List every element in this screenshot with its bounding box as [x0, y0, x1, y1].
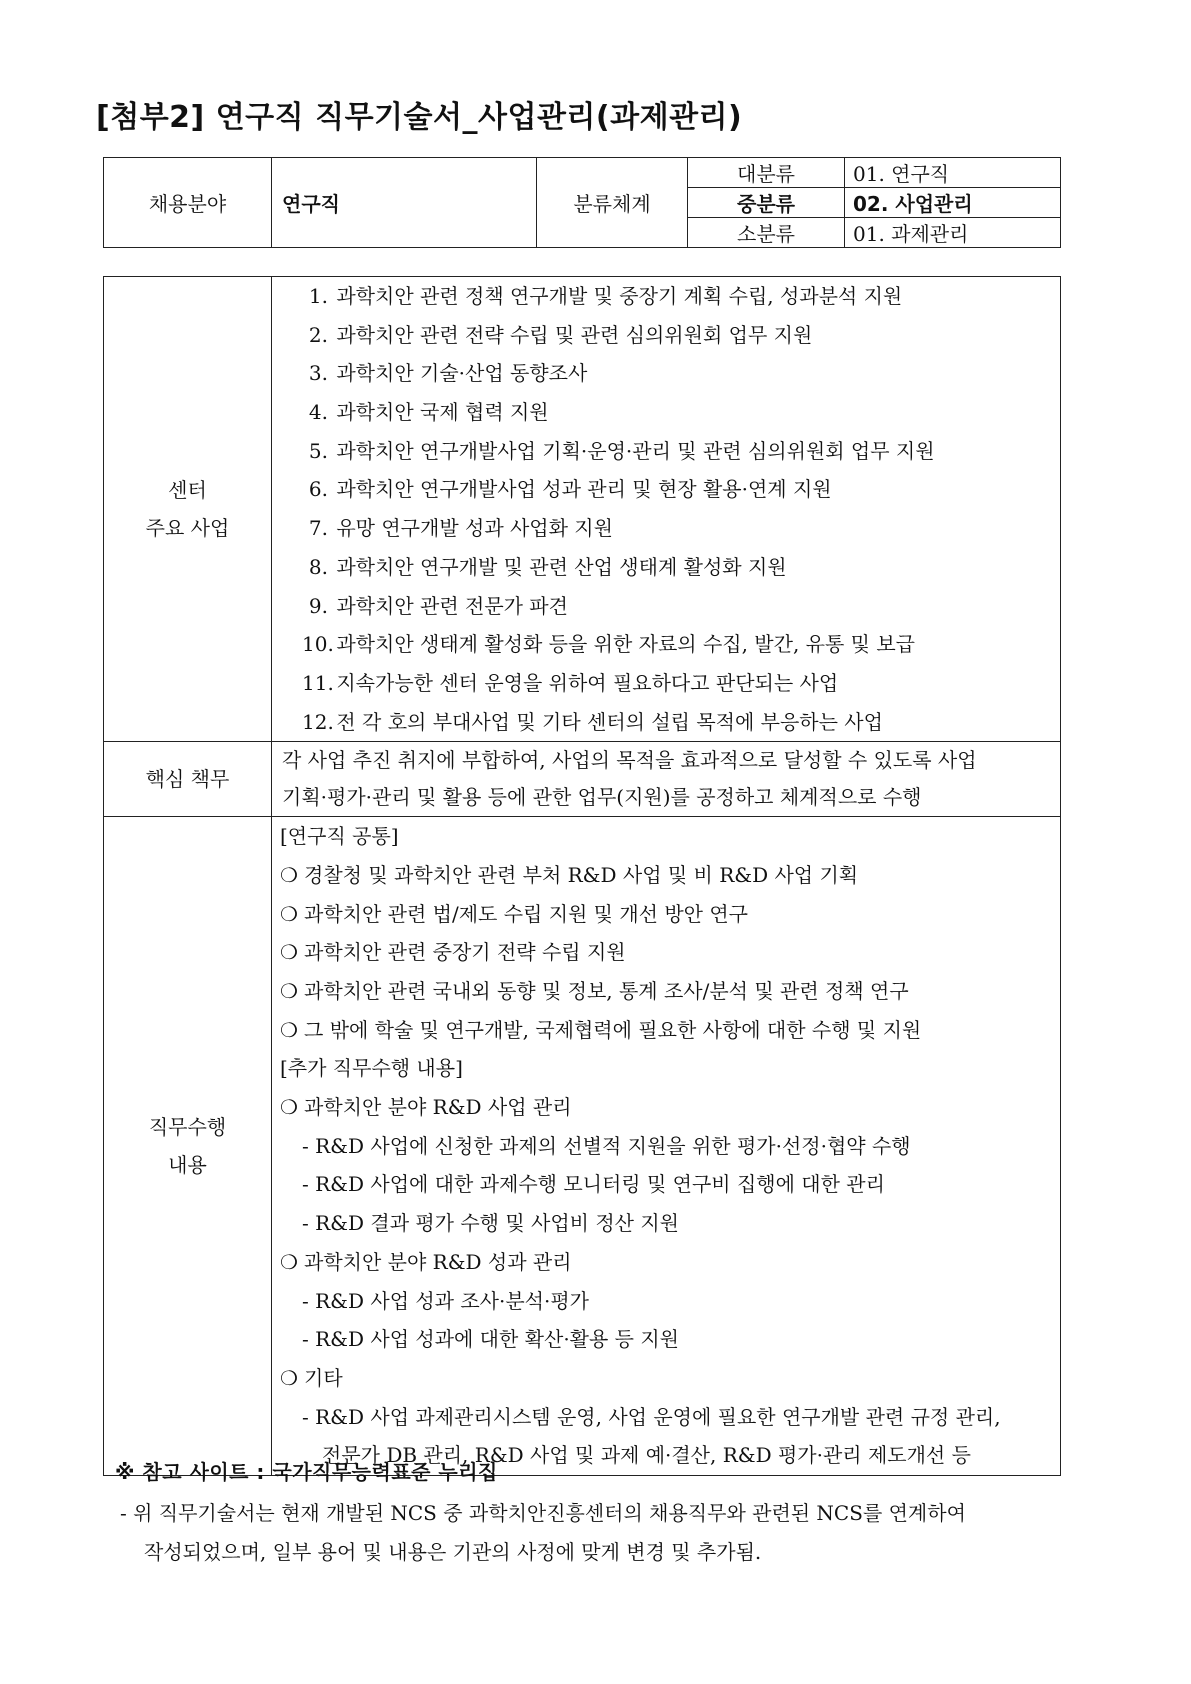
- sub-item-continuation: 전문가 DB 관리, R&D 사업 및 과제 예·결산, R&D 평가·관리 제도개선 등: [322, 1443, 971, 1468]
- footnote-line: - 위 직무기술서는 현재 개발된 NCS 중 과학치안진흥센터의 채용직무와 관련된 NCS를 연계하여: [120, 1501, 966, 1525]
- field-value: 연구직: [272, 158, 537, 248]
- duty-content-label-line1: 직무수행: [148, 1115, 227, 1140]
- bullet-item: ❍ 과학치안 관련 국내외 동향 및 정보, 통계 조사/분석 및 관련 정책 연구: [272, 972, 1060, 1011]
- list-item: 4. 과학치안 국제 협력 지원: [308, 400, 549, 425]
- list-item: 12. 전 각 호의 부대사업 및 기타 센터의 설립 목적에 부응하는 사업: [302, 709, 883, 734]
- category-label-minor: 소분류: [688, 218, 845, 248]
- footnote-line: 작성되었으며, 일부 용어 및 내용은 기관의 사정에 맞게 변경 및 추가됨.: [144, 1540, 762, 1564]
- core-duty-line: 각 사업 추진 취지에 부합하여, 사업의 목적을 효과적으로 달성할 수 있도록 사업: [282, 748, 977, 773]
- bullet-item: ❍ 그 밖에 학술 및 연구개발, 국제협력에 필요한 사항에 대한 수행 및 지원: [272, 1011, 1060, 1050]
- list-item: 3. 과학치안 기술·산업 동향조사: [308, 361, 588, 386]
- category-label-middle: 중분류: [688, 188, 845, 218]
- center-business-label-line1: 센터: [168, 478, 207, 503]
- circle-bullet-icon: ❍: [280, 1249, 298, 1274]
- list-item: 6. 과학치안 연구개발사업 성과 관리 및 현장 활용·연계 지원: [308, 477, 832, 502]
- sub-item: - R&D 사업에 대한 과제수행 모니터링 및 연구비 집행에 대한 관리: [302, 1172, 885, 1197]
- bullet-item: ❍ 경찰청 및 과학치안 관련 부처 R&D 사업 및 비 R&D 사업 기획: [272, 856, 1060, 895]
- bullet-item: ❍ 과학치안 관련 법/제도 수립 지원 및 개선 방안 연구: [272, 895, 1060, 934]
- list-item: 11. 지속가능한 센터 운영을 위하여 필요하다고 판단되는 사업: [302, 670, 839, 695]
- sub-item: - R&D 사업에 신청한 과제의 선별적 지원을 위한 평가·선정·협약 수행: [302, 1133, 911, 1158]
- category-value-middle: 02. 사업관리: [845, 188, 1061, 218]
- center-business-label: [104, 277, 272, 742]
- bullet-item: ❍ 과학치안 관련 중장기 전략 수립 지원: [272, 933, 1060, 972]
- circle-bullet-icon: ❍: [280, 940, 298, 965]
- section-heading: [추가 직무수행 내용]: [280, 1056, 463, 1081]
- center-business-list: [272, 277, 1061, 742]
- system-label: 분류체계: [537, 158, 688, 248]
- circle-bullet-icon: ❍: [280, 901, 298, 926]
- circle-bullet-icon: ❍: [280, 862, 298, 887]
- job-description-table: [103, 276, 1061, 1476]
- sub-item: - R&D 결과 평가 수행 및 사업비 정산 지원: [302, 1211, 679, 1236]
- sub-item: - R&D 사업 성과 조사·분석·평가: [302, 1288, 589, 1313]
- center-business-label-line2: 주요 사업: [145, 516, 230, 541]
- list-item: 2. 과학치안 관련 전략 수립 및 관련 심의위원회 업무 지원: [308, 322, 813, 347]
- section-heading: [연구직 공통]: [280, 824, 399, 849]
- duty-content-label-line2: 내용: [168, 1153, 207, 1178]
- list-item: 1. 과학치안 관련 정책 연구개발 및 중장기 계획 수립, 성과분석 지원: [308, 284, 903, 308]
- list-item: 8. 과학치안 연구개발 및 관련 산업 생태계 활성화 지원: [308, 554, 787, 579]
- document-title: [첨부2] 연구직 직무기술서_사업관리(과제관리): [96, 100, 743, 135]
- sub-item: - R&D 사업 과제관리시스템 운영, 사업 운영에 필요한 연구개발 관련 규정 관리,: [302, 1404, 1001, 1429]
- core-duty-text: [272, 742, 1061, 817]
- bullet-item: ❍ 기타: [272, 1359, 1060, 1398]
- circle-bullet-icon: ❍: [280, 1365, 298, 1390]
- classification-table: [103, 157, 1061, 248]
- bullet-item: ❍ 과학치안 분야 R&D 성과 관리: [272, 1243, 1060, 1282]
- category-label-major: 대분류: [688, 158, 845, 188]
- circle-bullet-icon: ❍: [280, 1017, 298, 1042]
- category-value-major: 01. 연구직: [845, 158, 1061, 188]
- footnote: [120, 1494, 1060, 1572]
- circle-bullet-icon: ❍: [280, 1095, 298, 1120]
- sub-item: - R&D 사업 성과에 대한 확산·활용 등 지원: [302, 1327, 679, 1352]
- bullet-item: ❍ 과학치안 분야 R&D 사업 관리: [272, 1088, 1060, 1127]
- field-label: 채용분야: [104, 158, 272, 248]
- circle-bullet-icon: ❍: [280, 979, 298, 1003]
- list-item: 5. 과학치안 연구개발사업 기획·운영·관리 및 관련 심의위원회 업무 지원: [308, 438, 935, 463]
- core-duty-label: 핵심 책무: [104, 742, 272, 817]
- duty-content-label: [104, 817, 272, 1476]
- category-value-minor: 01. 과제관리: [845, 218, 1061, 248]
- duty-content-list: [272, 817, 1061, 1476]
- list-item: 10. 과학치안 생태계 활성화 등을 위한 자료의 수집, 발간, 유통 및 보급: [302, 632, 915, 657]
- list-item: 7. 유망 연구개발 성과 사업화 지원: [308, 516, 613, 541]
- core-duty-line: 기획·평가·관리 및 활용 등에 관한 업무(지원)를 공정하고 체계적으로 수행: [282, 785, 922, 810]
- list-item: 9. 과학치안 관련 전문가 파견: [308, 593, 568, 618]
- reference-site-note: ※ 참고 사이트 : 국가직무능력표준 누리집: [115, 1460, 498, 1484]
